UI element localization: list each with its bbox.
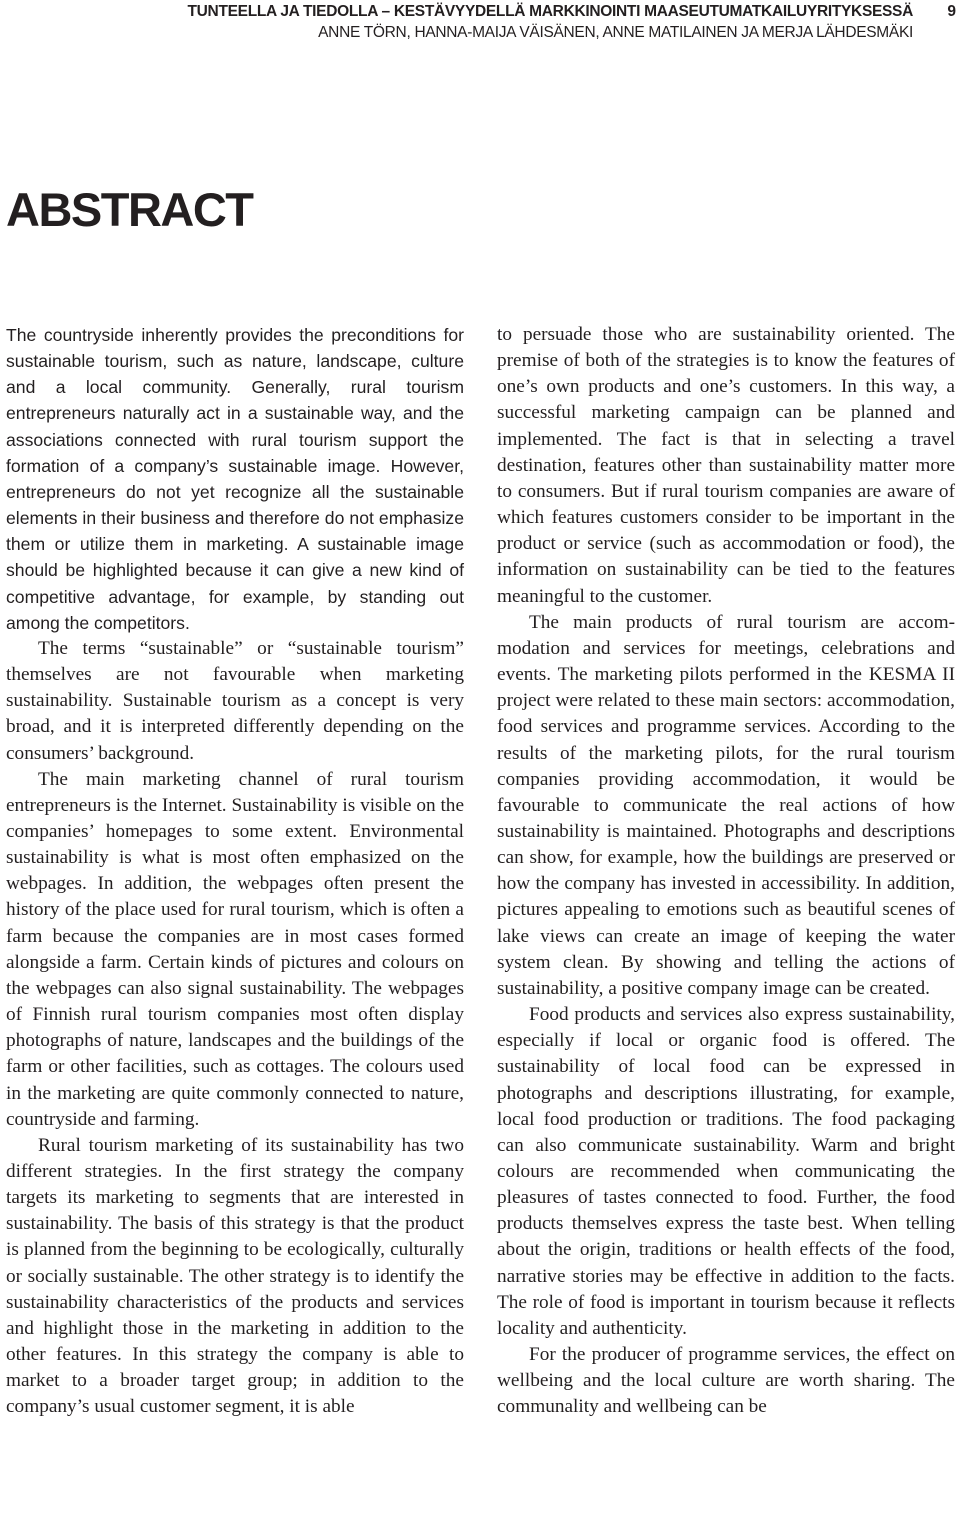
running-header-title: TUNTEELLA JA TIEDOLLA – KESTÄVYYDELLÄ MARKKINOINTI MAASEUTUMATKAILUYRITYKSESSÄ <box>187 3 913 20</box>
section-heading: ABSTRACT <box>6 183 253 236</box>
paragraph: to persuade those who are sustainability oriented. The premise of both of the strategies is to know the features of one’s own products and one’s customers. In this way, a successful marketing campaign can be planned and implemented. The fact is that in selecting a travel destination, features other than sustainability matter more to consumers. But if rural tourism companies are aware of which features customers consider to be important in the product or service (such as accommodation or food), the information on sustainability can be tied to the features meaningful to the customer. <box>497 324 955 607</box>
paragraph: The main products of rural tourism are accommodation and services for meetings, celebrations and events. The marketing pilots performed in the KESMA II project were related to these main sectors: accommodation, food services and programme services. According to the results of the marketing pilots, for the rural tourism companies providing accommodation, it would be favourable to communicate the real actions of how sustainability is maintained. Photographs and descriptions can show, for example, how the buildings are preserved or how the company has invested in accessibility. In addition, pictures appealing to emotions such as beautiful scenes of lake views can create an image of keeping the water system clean. By showing and telling the actions of sustainability, a positive company image can be created. <box>497 611 955 999</box>
paragraph: For the producer of programme services, the effect on wellbeing and the local culture are worth sharing. The communality and wellbeing can be <box>497 1344 955 1418</box>
left-text-column <box>6 322 464 1421</box>
page-number: 9 <box>947 3 956 20</box>
right-text-column <box>497 322 955 1421</box>
paragraph: The countryside inherently provides the preconditions for sustainable tourism, such as nature, landscape, culture and a local community. Generally, rural tourism entrepreneurs naturally act in a sustainable way, and the associations connected with rural tourism support the formation of a company’s sustainable image. However, entrepreneurs do not yet recognize all the sustainable elements in their business and therefore do not emphasize them or utilize them in marketing. A sustainable image should be highlighted because it can give a new kind of competitive advantage, for example, by standing out among the competitors. <box>6 325 464 633</box>
running-header-authors: ANNE TÖRN, HANNA-MAIJA VÄISÄNEN, ANNE MATILAINEN JA MERJA LÄHDESMÄKI <box>318 24 913 41</box>
paragraph: The terms “sustainable” or “sustainable tourism” themselves are not favourable when marketing sustainability. Sustainable tourism as a concept is very broad, and it is interpreted differently depending on the consumers’ background. <box>6 637 464 764</box>
paragraph: Food products and services also express sustainability, especially if local or organic food is offered. The sustainability of local food can be expressed in photographs and descriptions illustrating, for example, local food production or traditions. The food packaging can also communicate sustainability. Warm and bright colours are recommended when communicating the pleasures of tastes connected to food. Further, the food products themselves express the taste best. When telling about the origin, traditions or health effects of the food, narrative stories may be effective in addition to the facts. The role of food is important in tourism because it reflects locality and authenticity. <box>497 1004 955 1339</box>
running-header <box>0 2 960 44</box>
paragraph: Rural tourism marketing of its sustainability has two different strategies. In the first strategy the company targets its marketing to segments that are interested in sustainability. The basis of this strategy is that the product is planned from the beginning to be ecologically, culturally or socially sustainable. The other strategy is to identify the sustainability characteristics of the products and services and highlight those in the marketing in addition to the other features. In this strategy the company is able to market to a broader target group; in addition to the company’s usual customer segment, it is able <box>6 1134 464 1418</box>
paragraph: The main marketing channel of rural tourism entrepreneurs is the Internet. Sustainability is visible on the companies’ homepages to some extent. Environmental sustainability is what is most often emphasized on the webpages. In addition, the webpages often present the history of the place used for rural tourism, which is often a farm because the companies are in most cases formed alongside a farm. Certain kinds of pictures and colours on the webpages can also signal sustainability. The webpages of Finnish rural tourism companies most often display photographs of nature, landscapes and the buildings of the farm or other facilities, such as cottages. The colours used in the marketing are quite commonly connected to nature, countryside and farming. <box>6 768 464 1130</box>
